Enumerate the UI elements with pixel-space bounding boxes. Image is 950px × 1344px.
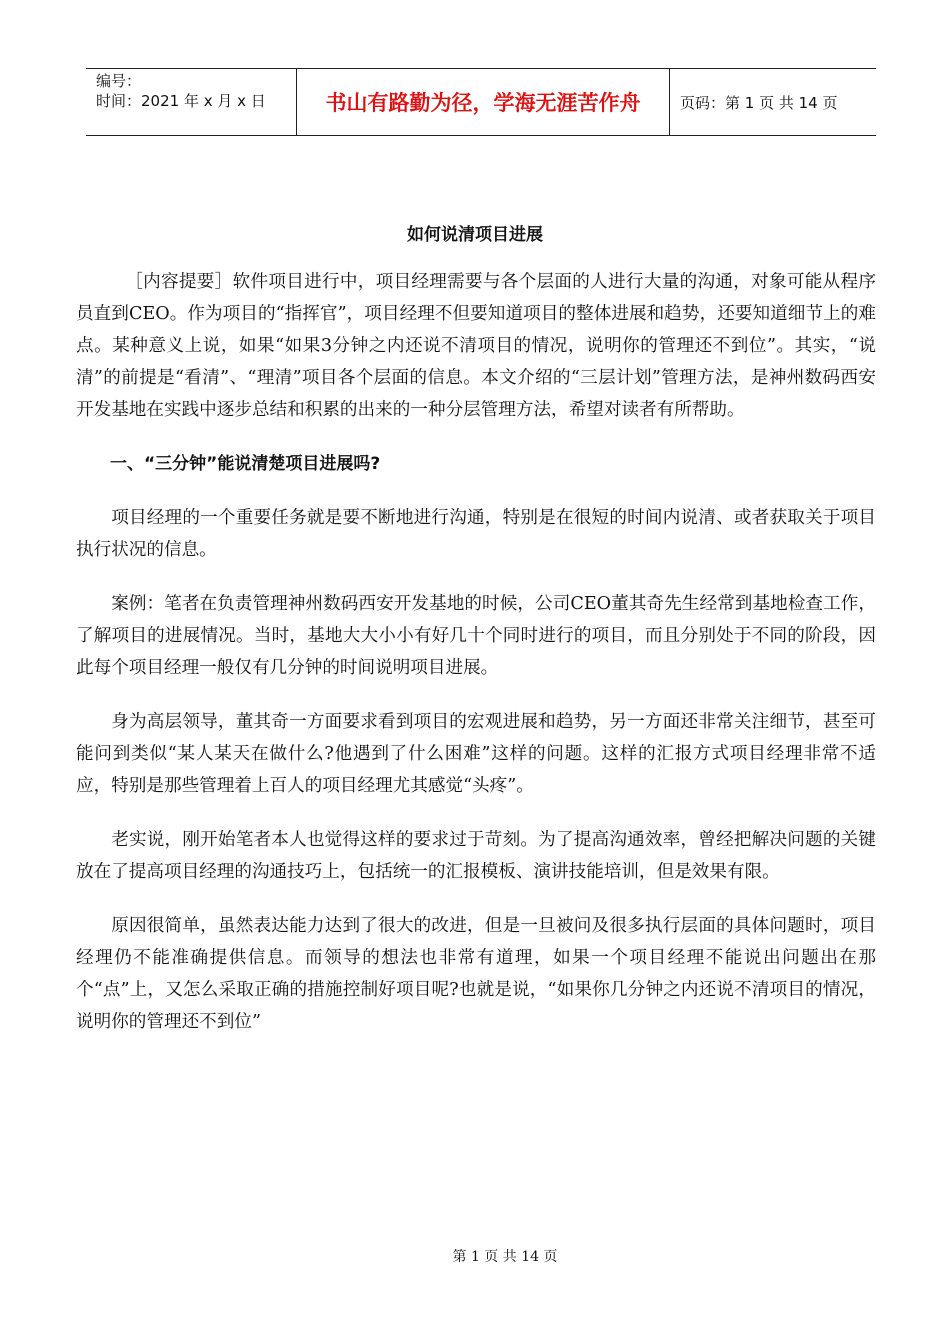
document-title: 如何说清项目进展 <box>407 225 543 245</box>
body-paragraph: 老实说，刚开始笔者本人也觉得这样的要求过于苛刻。为了提高沟通效率，曾经把解决问题的关键放在了提高项目经理的沟通技巧上，包括统一的汇报模板、演讲技能培训，但是效果有限。 <box>76 830 876 882</box>
document-number-label: 编号： <box>96 72 142 90</box>
section-heading-1: 一、“三分钟”能说清楚项目进展吗? <box>110 454 381 474</box>
header-motto: 书山有路勤为径，学海无涯苦作舟 <box>297 69 670 135</box>
body-paragraph: 案例：笔者在负责管理神州数码西安开发基地的时候，公司CEO董其奇先生经常到基地检查工作，了解项目的进展情况。当时，基地大大小小有好几十个同时进行的项目，而且分别处于不同的阶段，因此每个项目经理一般仅有几分钟的时间说明项目进展。 <box>76 594 876 678</box>
body-paragraph: 身为高层领导，董其奇一方面要求看到项目的宏观进展和趋势，另一方面还非常关注细节，甚至可能问到类似“某人某天在做什么?他遇到了什么困难”这样的问题。这样的汇报方式项目经理非常不适应，特别是那些管理着上百人的项目经理尤其感觉“头疼”。 <box>76 712 876 796</box>
abstract-label: ［内容提要］ <box>125 272 233 292</box>
abstract-paragraph <box>76 266 876 426</box>
body-paragraph: 项目经理的一个重要任务就是要不断地进行沟通，特别是在很短的时间内说清、或者获取关于项目执行状况的信息。 <box>76 508 876 560</box>
document-body <box>76 266 876 1060</box>
page-footer: 第 1 页 共 14 页 <box>452 1249 558 1265</box>
page-header <box>86 68 876 136</box>
body-paragraph: 原因很简单，虽然表达能力达到了很大的改进，但是一旦被问及很多执行层面的具体问题时，项目经理仍不能准确提供信息。而领导的想法也非常有道理，如果一个项目经理不能说出问题出在那个“点”上，又怎么采取正确的措施控制好项目呢?也就是说，“如果你几分钟之内还说不清项目的情况，说明你的管理还不到位” <box>76 916 876 1032</box>
header-meta <box>86 69 297 135</box>
abstract-text: 软件项目进行中，项目经理需要与各个层面的人进行大量的沟通，对象可能从程序员直到CEO。作为项目的“指挥官”，项目经理不但要知道项目的整体进展和趋势，还要知道细节上的难点。某种意义上说，如果“如果3分钟之内还说不清项目的情况，说明你的管理还不到位”。其实，“说清”的前提是“看清”、“理清”项目各个层面的信息。本文介绍的“三层计划”管理方法，是神州数码西安开发基地在实践中逐步总结和积累的出来的一种分层管理方法，希望对读者有所帮助。 <box>76 272 876 420</box>
document-time: 时间：2021 年 x 月 x 日 <box>96 92 266 110</box>
header-page-code: 页码：第 1 页 共 14 页 <box>680 93 838 112</box>
